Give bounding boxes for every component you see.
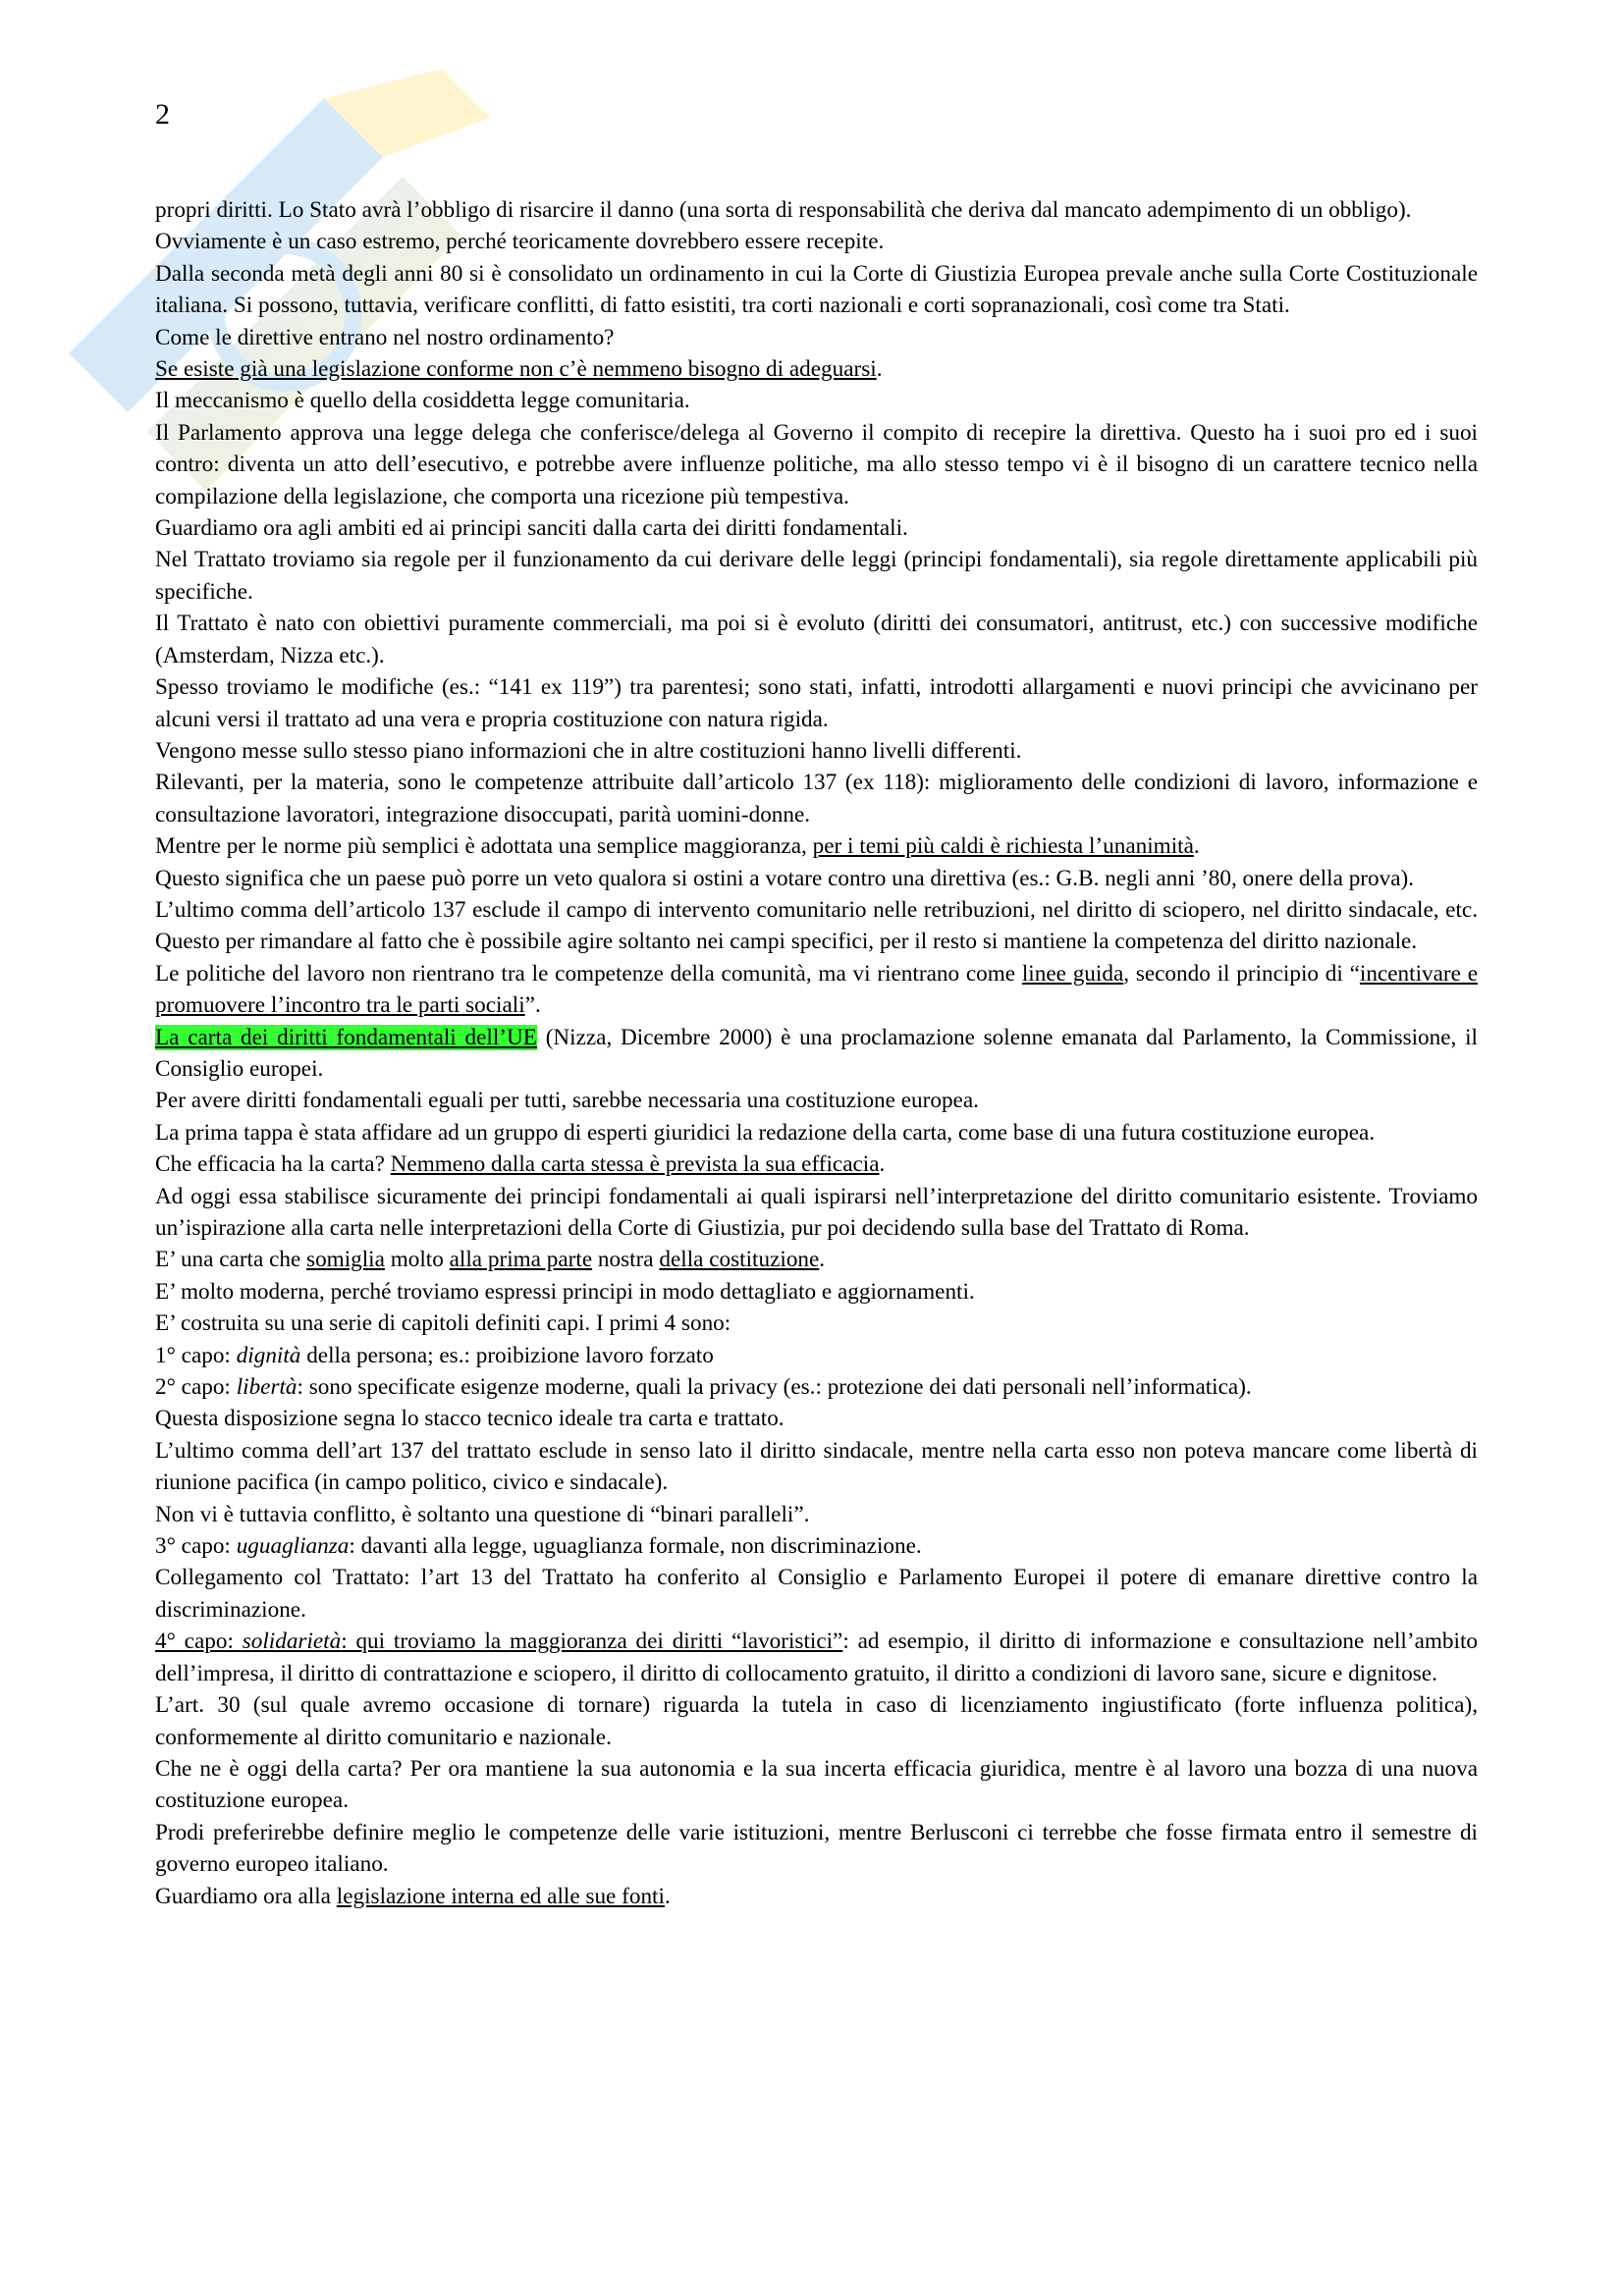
text-run: . (876, 356, 883, 383)
document-body (155, 194, 1478, 1912)
text-run: Ad oggi essa stabilisce sicuramente dei principi fondamentali ai quali ispirarsi nell’interpretazione del diritto comunitario esistente. Troviamo un’ispirazione alla carta nelle interpretazioni della Corte di Giustizia, pur poi decidendo sulla base del Trattato di Roma. (155, 1183, 1478, 1241)
text-run: L’ultimo comma dell’art 137 del trattato esclude in senso lato il diritto sindacale, mentre nella carta esso non poteva mancare come libertà di riunione pacifica (in campo politico, civico e sindacale). (155, 1437, 1478, 1496)
text-run: uguaglianza (236, 1533, 350, 1560)
text-run: legislazione interna ed alle sue fonti (336, 1883, 665, 1909)
text-run: E’ molto moderna, perché troviamo espressi principi in modo dettagliato e aggiornamenti. (155, 1278, 975, 1305)
paragraph (155, 385, 1478, 416)
text-run: linee guida (1021, 960, 1124, 987)
text-run: Le politiche del lavoro non rientrano tra le competenze della comunità, ma vi rientrano come (155, 960, 1022, 987)
text-run: della persona; es.: proibizione lavoro forzato (300, 1342, 714, 1368)
paragraph (155, 608, 1478, 671)
text-run: Il Trattato è nato con obiettivi puramente commerciali, ma poi si è evoluto (diritti dei consumatori, antitrust, etc.) con successive modifiche (Amsterdam, Nizza etc.). (155, 611, 1478, 668)
text-run: Non vi è tuttavia conflitto, è soltanto una questione di “binari paralleli”. (155, 1501, 810, 1527)
text-run: Che efficacia ha la carta? (155, 1151, 391, 1178)
text-run: Che ne è oggi della carta? Per ora mantiene la sua autonomia e la sua incerta efficacia giuridica, mentre è al lavoro una bozza di una nuova costituzione europea. (155, 1755, 1478, 1814)
text-run: Per avere diritti fondamentali eguali per tutti, sarebbe necessaria una costituzione europea. (155, 1088, 979, 1114)
paragraph (155, 1371, 1478, 1403)
text-run: della costituzione (659, 1247, 820, 1273)
text-run: incentivare e promuovere l’incontro tra le parti sociali (155, 960, 1479, 1019)
text-run: Vengono messe sullo stesso piano informazioni che in altre costituzioni hanno livelli differenti. (155, 737, 1022, 764)
paragraph (155, 671, 1478, 735)
text-run: . (819, 1247, 826, 1273)
text-run: dignità (236, 1342, 301, 1368)
paragraph (155, 1085, 1478, 1116)
text-run: L’art. 30 (sul quale avremo occasione di tornare) riguarda la tutela in caso di licenziamento ingiustificato (forte influenza politica), conformemente al diritto comunitario e nazionale. (155, 1692, 1478, 1750)
page-number: 2 (155, 98, 170, 131)
paragraph (155, 1499, 1478, 1530)
text-run: nostra (592, 1247, 660, 1273)
text-run: (Nizza, Dicembre 2000) è una proclamazione solenne emanata dal Parlamento, la Commissione, il Consiglio europei. (155, 1024, 1478, 1082)
text-run: La carta dei diritti fondamentali dell’UE (155, 1024, 537, 1050)
text-run: Rilevanti, per la materia, sono le competenze attribuite dall’articolo 137 (ex 118): miglioramento delle condizioni di lavoro, informazione e consultazione lavoratori, integrazione disoccupati, parità uomini-donne. (155, 770, 1478, 828)
text-run: Spesso troviamo le modifiche (es.: “141 ex 119”) tra parentesi; sono stati, infatti, introdotti allargamenti e nuovi principi che avvicinano per alcuni versi il trattato ad una vera e propria costituzione con natura rigida. (155, 674, 1478, 732)
paragraph (155, 226, 1478, 257)
text-run: Come le direttive entrano nel nostro ordinamento? (155, 324, 615, 350)
paragraph (155, 1148, 1478, 1180)
paragraph (155, 1276, 1478, 1308)
text-run: : sono specificate esigenze moderne, quali la privacy (es.: protezione dei dati personali nell’informatica). (297, 1374, 1252, 1401)
text-run: Ovviamente è un caso estremo, perché teoricamente dovrebbero essere recepite. (155, 229, 885, 255)
paragraph (155, 1435, 1478, 1499)
text-run: : qui troviamo la maggioranza dei diritti “lavoristici” (341, 1629, 843, 1655)
paragraph (155, 1562, 1478, 1626)
paragraph (155, 353, 1478, 385)
paragraph (155, 1022, 1478, 1086)
paragraph (155, 512, 1478, 544)
paragraph (155, 1244, 1478, 1275)
text-run: Il Parlamento approva una legge delega che conferisce/delega al Governo il compito di recepire la direttiva. Questo ha i suoi pro ed i suoi contro: diventa un atto dell’esecutivo, e potrebbe avere influenze politiche, ma allo stesso tempo vi è il bisogno di un carattere tecnico nella compilazione della legislazione, che comporta una ricezione più tempestiva. (155, 419, 1478, 509)
text-run: Questo significa che un paese può porre un veto qualora si ostini a votare contro una direttiva (es.: G.B. negli anni ’80, onere della prova). (155, 865, 1415, 891)
paragraph (155, 863, 1478, 894)
text-run: per i temi più caldi è richiesta l’unanimità (812, 833, 1194, 860)
text-run: . (879, 1151, 886, 1178)
text-run: La prima tappa è stata affidare ad un gruppo di esperti giuridici la redazione della carta, come base di una futura costituzione europea. (155, 1119, 1376, 1146)
text-run: : ad esempio, il diritto di informazione e consultazione nell’ambito dell’impresa, il diritto di contrattazione e sciopero, il diritto di collocamento gratuito, il diritto a condizioni di lavoro sane, sicure e dignitose. (155, 1629, 1478, 1686)
text-run: Questa disposizione segna lo stacco tecnico ideale tra carta e trattato. (155, 1406, 784, 1432)
text-run: 2° capo: (155, 1374, 237, 1401)
paragraph (155, 544, 1478, 608)
text-run: Prodi preferirebbe definire meglio le competenze delle varie istituzioni, mentre Berlusconi ci terrebbe che fosse firmata entro il semestre di governo europeo italiano. (155, 1819, 1478, 1878)
paragraph (155, 258, 1478, 322)
paragraph (155, 894, 1478, 958)
text-run: Mentre per le norme più semplici è adottata una semplice maggioranza, (155, 833, 813, 860)
paragraph (155, 1530, 1478, 1562)
text-run: Nel Trattato troviamo sia regole per il funzionamento da cui derivare delle leggi (principi fondamentali), sia regole direttamente applicabili più specifiche. (155, 547, 1478, 605)
paragraph (155, 1753, 1478, 1817)
text-run: Se esiste già una legislazione conforme non c’è nemmeno bisogno di adeguarsi (155, 356, 877, 383)
paragraph (155, 322, 1478, 353)
paragraph (155, 1308, 1478, 1339)
text-run: , secondo il principio di “ (1123, 960, 1360, 987)
text-run: : davanti alla legge, uguaglianza formale, non discriminazione. (349, 1533, 922, 1560)
paragraph (155, 1403, 1478, 1434)
paragraph (155, 1181, 1478, 1245)
text-run: solidarietà (242, 1629, 342, 1655)
text-run: somiglia (306, 1247, 385, 1273)
paragraph (155, 735, 1478, 767)
paragraph (155, 767, 1478, 830)
text-run: L’ultimo comma dell’articolo 137 esclude il campo di intervento comunitario nelle retribuzioni, nel diritto di sciopero, nel diritto sindacale, etc. Questo per rimandare al fatto che è possibile agire soltanto nei campi specifici, per il resto si mantiene la competenza del diritto nazionale. (155, 896, 1478, 955)
text-run: ”. (524, 992, 541, 1019)
paragraph (155, 417, 1478, 512)
paragraph (155, 1340, 1478, 1371)
text-run: E’ una carta che (155, 1247, 307, 1273)
text-run: Guardiamo ora alla (155, 1883, 337, 1909)
text-run: molto (384, 1247, 450, 1273)
paragraph (155, 1817, 1478, 1881)
paragraph (155, 830, 1478, 862)
text-run: Il meccanismo è quello della cosiddetta legge comunitaria. (155, 388, 690, 414)
paragraph (155, 1881, 1478, 1912)
text-run: . (664, 1883, 671, 1909)
text-run: propri diritti. Lo Stato avrà l’obbligo di risarcire il danno (una sorta di responsabilità che deriva dal mancato adempimento di un obbligo). (155, 197, 1412, 223)
text-run: alla prima parte (449, 1247, 593, 1273)
text-run: 3° capo: (155, 1533, 237, 1560)
paragraph (155, 958, 1478, 1022)
text-run: Collegamento col Trattato: l’art 13 del Trattato ha conferito al Consiglio e Parlamento Europei il potere di emanare direttive contro la discriminazione. (155, 1565, 1478, 1623)
paragraph (155, 1626, 1478, 1689)
text-run: 1° capo: (155, 1342, 237, 1368)
paragraph (155, 1689, 1478, 1753)
text-run: Dalla seconda metà degli anni 80 si è consolidato un ordinamento in cui la Corte di Giustizia Europea prevale anche sulla Corte Costituzionale italiana. Si possono, tuttavia, verificare conflitti, di fatto esistiti, tra corti nazionali e corti sopranazionali, così come tra Stati. (155, 260, 1478, 319)
text-run: E’ costruita su una serie di capitoli definiti capi. I primi 4 sono: (155, 1310, 731, 1337)
text-run: Nemmeno dalla carta stessa è prevista la sua efficacia (390, 1151, 880, 1178)
text-run: libertà (236, 1374, 298, 1401)
paragraph (155, 194, 1478, 226)
paragraph (155, 1117, 1478, 1148)
text-run: Guardiamo ora agli ambiti ed ai principi sanciti dalla carta dei diritti fondamentali. (155, 515, 908, 542)
text-run: 4° capo: (155, 1629, 243, 1655)
text-run: . (1193, 833, 1200, 860)
